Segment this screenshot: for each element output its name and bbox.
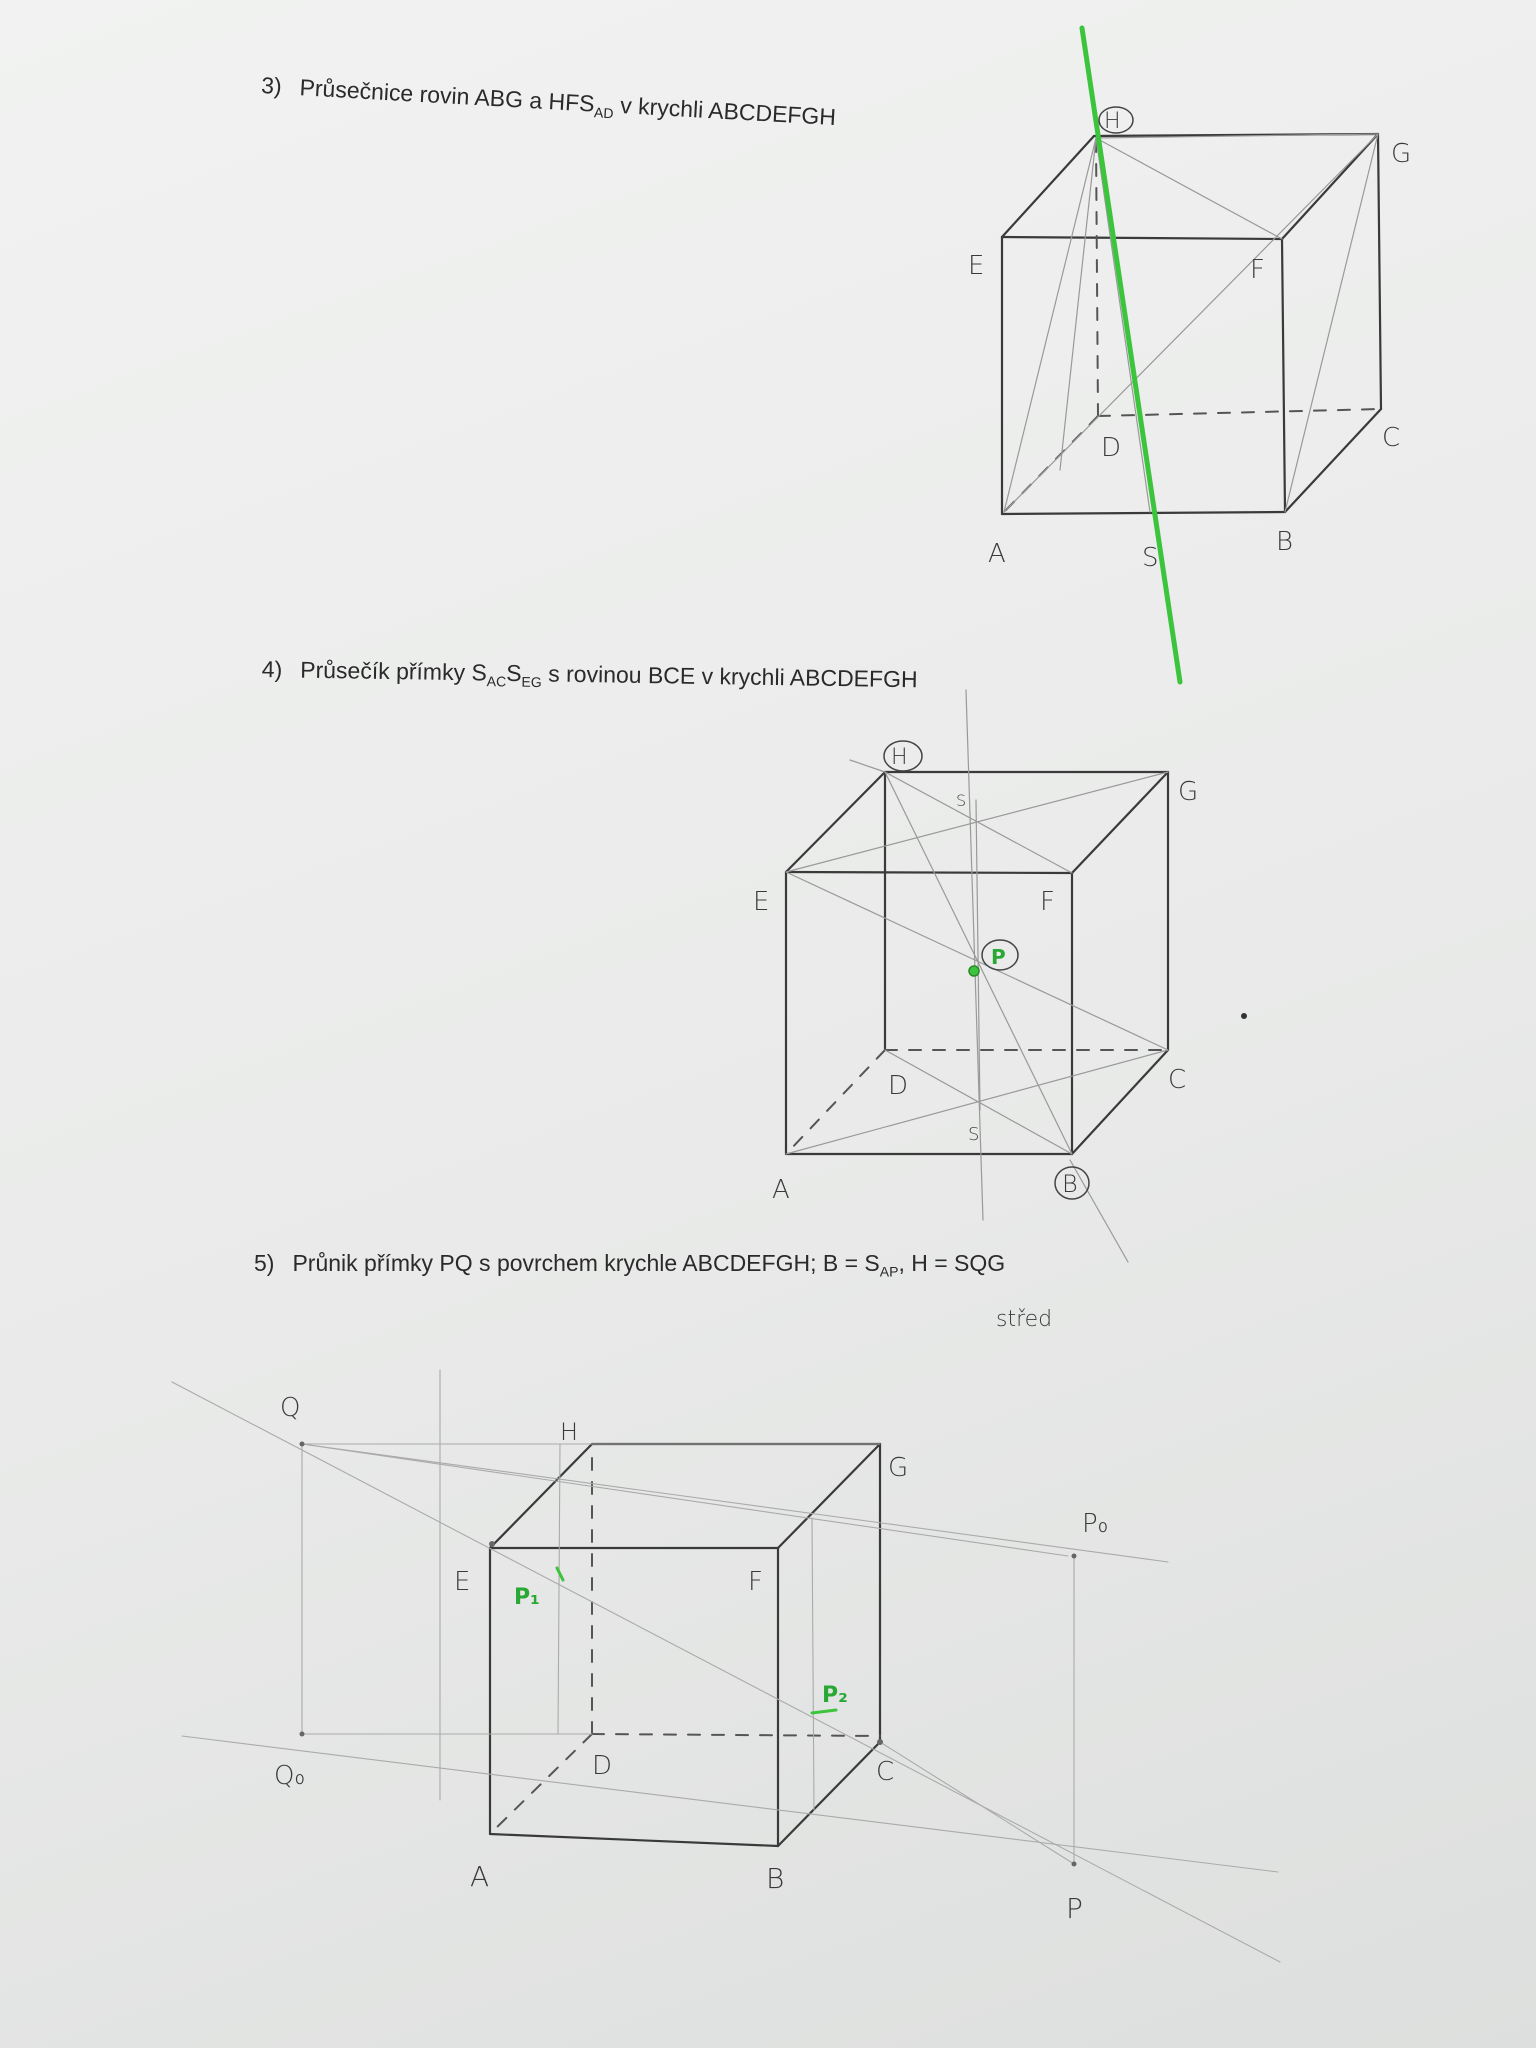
figure-3-construction [1004, 134, 1378, 512]
fig4-label-h: H [891, 745, 908, 770]
fig5-label-e: E [454, 1567, 471, 1597]
fig3-label-d: D [1101, 433, 1122, 463]
figure-5-points [300, 1442, 1077, 1867]
fig3-label-a: A [988, 539, 1006, 569]
fig5-label-p1: P₁ [514, 1585, 540, 1610]
fig3-label-h: H [1104, 109, 1121, 134]
task-5-number: 5) [254, 1250, 275, 1276]
fig3-label-e: E [968, 251, 985, 281]
fig4-label-p: P [991, 945, 1006, 969]
fig5-label-h: H [560, 1418, 579, 1446]
fig3-label-b: B [1276, 527, 1294, 557]
fig3-label-f: F [1250, 255, 1265, 285]
task-3-number: 3) [260, 72, 283, 100]
figure-4-cube [786, 690, 1247, 1262]
task-4-sub-a: AC [486, 673, 507, 690]
task-3-text-b: v krychli ABCDEFGH [613, 91, 837, 131]
task-5-text-b: , H = SQG [898, 1250, 1006, 1276]
figure-4-dot [1241, 1013, 1247, 1019]
fig5-label-p2: P₂ [822, 1683, 848, 1708]
task-3-sub-a: AD [593, 104, 614, 122]
fig5-label-p: P [1066, 1892, 1083, 1925]
task-4-number: 4) [261, 656, 283, 683]
fig4-label-s-top: S [956, 791, 967, 810]
fig4-label-c: C [1168, 1065, 1187, 1095]
fig4-label-f: F [1040, 887, 1055, 917]
task-4-text-b: S [506, 659, 522, 687]
figure-3-labels [968, 109, 1411, 573]
fig5-label-g: G [888, 1453, 909, 1483]
figure-5-labels [274, 1307, 1108, 1925]
task-4-text-c: s rovinou BCE v krychli ABCDEFGH [541, 660, 918, 693]
fig5-label-f: F [748, 1567, 763, 1597]
fig5-label-p0: P₀ [1082, 1509, 1109, 1539]
figure-5-edges [490, 1444, 880, 1846]
fig3-label-midpoint: S [1142, 543, 1159, 573]
figure-3-hidden-edges [1004, 140, 1381, 512]
figure-3-cube [1002, 28, 1381, 682]
fig4-label-a: A [772, 1175, 790, 1205]
fig4-label-b: B [1062, 1170, 1078, 1198]
figure-4-point-p-marker [969, 966, 979, 976]
fig4-label-g: G [1178, 777, 1199, 807]
figure-5-cube [172, 1370, 1280, 1962]
figure-4-construction [786, 690, 1168, 1262]
task-4-text-a: Průsečík přímky S [300, 656, 488, 686]
fig5-note-stred: střed [996, 1307, 1053, 1332]
fig4-label-e: E [753, 887, 770, 917]
task-5-sub-a: AP [879, 1263, 899, 1280]
fig4-label-d: D [888, 1071, 909, 1101]
figure-5-intersections [557, 1568, 836, 1713]
fig4-label-s-bottom: S [968, 1124, 980, 1145]
fig5-label-d: D [592, 1751, 613, 1781]
fig5-label-c: C [876, 1757, 895, 1787]
fig5-label-b: B [766, 1862, 785, 1895]
fig3-label-c: C [1382, 423, 1401, 453]
figure-4-edges [786, 772, 1168, 1154]
fig5-label-a: A [470, 1860, 490, 1893]
figure-5-construction [172, 1370, 1280, 1962]
task-5-text-a: Průnik přímky PQ s povrchem krychle ABCDEFGH; B = S [292, 1250, 880, 1276]
figure-5-hidden-edges [492, 1448, 880, 1832]
fig3-label-g: G [1391, 139, 1412, 169]
task-3-text-a: Průsečnice rovin ABG a HFS [298, 74, 596, 117]
task-4-sub-b: EG [521, 673, 542, 690]
fig5-label-q0: Q₀ [274, 1761, 305, 1791]
fig5-label-q: Q [280, 1393, 301, 1423]
